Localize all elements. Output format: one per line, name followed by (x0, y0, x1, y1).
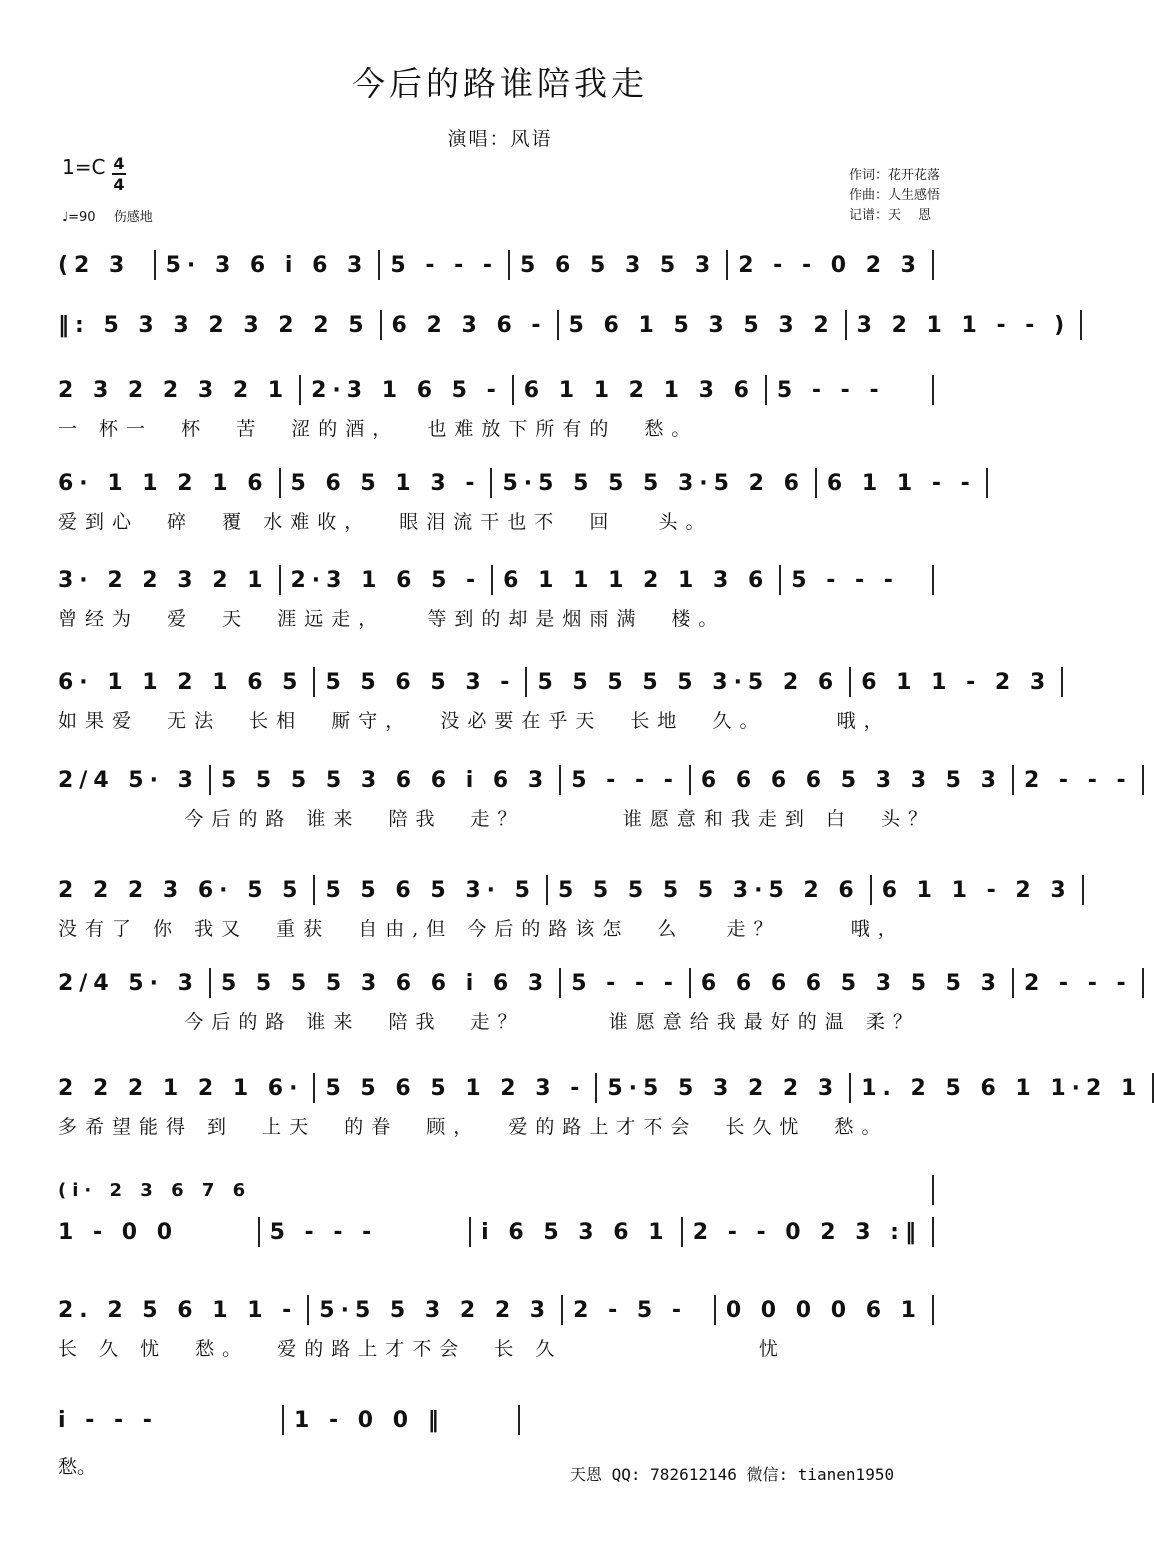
barline (546, 875, 548, 905)
measure: 5 - - - (571, 970, 679, 996)
barline (932, 1295, 934, 1325)
notation-line (58, 760, 1132, 800)
measure: 6 1 1 - 2 3 (881, 877, 1072, 903)
notation-line (58, 1212, 944, 1252)
measure: 1. 2 5 6 1 1·2 1 (861, 1075, 1143, 1101)
measure: 5 - - - (791, 567, 899, 593)
measure: 6 1 1 - - (826, 470, 976, 496)
barline (815, 468, 817, 498)
measure: 5 5 6 5 3· 5 (325, 877, 536, 903)
lyric-line: 曾经为 爱 天 涯远走， 等到的却是烟雨满 楼。 (58, 608, 726, 630)
measure: 5·5 5 3 2 2 3 (607, 1075, 840, 1101)
barline (765, 375, 767, 405)
barline (1082, 875, 1084, 905)
measure: 2 - 5 - (573, 1297, 687, 1323)
measure: 5· 3 6 i 6 3 (165, 252, 369, 278)
barline (681, 1217, 683, 1247)
lyric-line: 今后的路 谁来 陪我 走？ 谁愿意和我走到 白 头？ (58, 808, 935, 830)
barline (559, 968, 561, 998)
barline (491, 565, 493, 595)
measure: 2/4 5· 3 (58, 767, 199, 793)
barline (932, 1217, 934, 1247)
barline (518, 1405, 520, 1435)
measure: 6 6 6 6 5 3 3 5 3 (700, 767, 1002, 793)
time-bottom: 4 (113, 175, 125, 194)
barline (512, 375, 514, 405)
barline (469, 1217, 471, 1247)
barline (932, 250, 934, 280)
barline (209, 765, 211, 795)
credit-lyricist: 作词：花开花落 (848, 168, 940, 183)
measure: 0 0 0 0 6 1 (725, 1297, 922, 1323)
measure: 5 6 5 1 3 - (290, 470, 481, 496)
measure: 2 3 2 2 3 2 1 (58, 377, 290, 403)
measure: 3 2 1 1 - - ) (856, 312, 1071, 338)
measure: 5 - - - (269, 1219, 378, 1245)
barline (313, 1073, 315, 1103)
measure: (2 3 (58, 252, 131, 278)
measure: 2 2 2 3 6· 5 5 (58, 877, 304, 903)
barline (209, 968, 211, 998)
measure: 5 6 1 5 3 5 3 2 (568, 312, 835, 338)
measure: 5 - - - (390, 252, 499, 278)
barline (689, 968, 691, 998)
barline (282, 1405, 284, 1435)
measure: 2 - - - (1023, 970, 1132, 996)
measure: 5·5 5 3 2 2 3 (319, 1297, 552, 1323)
measure: 2. 2 5 6 1 1 - (58, 1297, 298, 1323)
measure: 5 6 5 3 5 3 (520, 252, 717, 278)
page-title: 今后的路谁陪我走 (352, 64, 648, 103)
notation-line (58, 305, 1071, 345)
barline (1061, 667, 1063, 697)
barline (299, 375, 301, 405)
lyric-line: 今后的路 谁来 陪我 走？ 谁愿意给我最好的温 柔？ (58, 1011, 920, 1033)
barline (380, 310, 382, 340)
barline (932, 375, 934, 405)
measure: 6· 1 1 2 1 6 5 (58, 669, 304, 695)
barline (932, 1175, 934, 1205)
barline (1080, 310, 1082, 340)
measure: 2 - - 0 2 3 :‖ (692, 1219, 922, 1245)
measure: 6 2 3 6 - (391, 312, 547, 338)
barline (154, 250, 156, 280)
key-label: 1=C (62, 155, 106, 179)
measure: 2 - - - (1023, 767, 1132, 793)
barline (559, 765, 561, 795)
measure: 5 - - - (776, 377, 885, 403)
lyric-line: 没有了 你 我又 重获 自由,但 今后的路该怎 么 走？ 哦， (58, 918, 905, 940)
performer-line: 演唱：风语 (447, 128, 553, 150)
measure: 2 - - 0 2 3 (738, 252, 922, 278)
barline (525, 667, 527, 697)
measure: 5 5 6 5 3 - (325, 669, 516, 695)
measure: 6 6 6 6 5 3 5 5 3 (700, 970, 1002, 996)
notation-line (58, 1290, 944, 1330)
barline (1142, 968, 1144, 998)
barline (557, 310, 559, 340)
barline (689, 765, 691, 795)
final-lyric: 愁。 (58, 1456, 97, 1478)
barline (313, 875, 315, 905)
barline (849, 667, 851, 697)
measure: 6 1 1 2 1 3 6 (523, 377, 755, 403)
measure: 2/4 5· 3 (58, 970, 199, 996)
notation-line (58, 370, 944, 410)
barline (490, 468, 492, 498)
measure: 2 2 2 1 2 1 6· (58, 1075, 304, 1101)
notation-line (58, 463, 976, 503)
tempo-mood: 伤感地 (113, 210, 153, 225)
credit-composer: 作曲：人生感悟 (848, 188, 940, 203)
measure: 5 5 5 5 5 3·5 2 6 (557, 877, 860, 903)
barline (845, 310, 847, 340)
measure: 6 1 1 1 2 1 3 6 (503, 567, 770, 593)
barline (932, 565, 934, 595)
measure: 1 - 0 0 ‖ (294, 1407, 445, 1433)
measure: 2·3 1 6 5 - (311, 377, 502, 403)
barline (1012, 968, 1014, 998)
measure: 5 5 5 5 5 3·5 2 6 (537, 669, 840, 695)
time-top: 4 (113, 154, 125, 173)
measure: i - - - (58, 1407, 158, 1433)
contact-footer: 天恩 QQ: 782612146 微信: tianen1950 (570, 1465, 895, 1484)
measure: 5 5 5 5 3 6 6 i 6 3 (220, 970, 550, 996)
barline (307, 1295, 309, 1325)
barline (870, 875, 872, 905)
notation-line (58, 1068, 1143, 1108)
measure: 5 5 5 5 3 6 6 i 6 3 (220, 767, 550, 793)
barline (378, 250, 380, 280)
measure: 5·5 5 5 5 3·5 2 6 (502, 470, 805, 496)
lyric-line: 爱到心 碎 覆 水难收， 眼泪流干也不 回 头。 (58, 511, 713, 533)
barline (714, 1295, 716, 1325)
lyric-line: 多希望能得 到 上天 的眷 顾， 爱的路上才不会 长久忧 愁。 (58, 1116, 889, 1138)
measure: 2·3 1 6 5 - (290, 567, 482, 593)
barline (313, 667, 315, 697)
measure: 6 1 1 - 2 3 (861, 669, 1052, 695)
notation-line (58, 870, 1072, 910)
barline (508, 250, 510, 280)
notation-line (58, 1400, 530, 1440)
barline (779, 565, 781, 595)
notation-line (58, 963, 1132, 1003)
measure: 5 5 6 5 1 2 3 - (325, 1075, 586, 1101)
notation-line (58, 560, 944, 600)
measure: ‖: 5 3 3 2 3 2 2 5 (58, 312, 370, 338)
barline (1012, 765, 1014, 795)
lyric-line: 长 久 忧 愁。 爱的路上才不会 长 久 忧 (58, 1338, 786, 1360)
credit-transcriber: 记谱：天 恩 (848, 208, 932, 223)
barline (1142, 765, 1144, 795)
measure: i 6 5 3 6 1 (481, 1219, 670, 1245)
barline (595, 1073, 597, 1103)
measure: 5 - - - (571, 767, 679, 793)
notation-line (58, 662, 1052, 702)
measure: 6· 1 1 2 1 6 (58, 470, 269, 496)
barline (986, 468, 988, 498)
notation-line (58, 1170, 944, 1210)
lyric-line: 一 杯一 杯 苦 涩的酒， 也难放下所有的 愁。 (58, 418, 699, 440)
barline (279, 468, 281, 498)
barline (258, 1217, 260, 1247)
lyric-line: 如果爱 无法 长相 厮守， 没必要在乎天 长地 久。 哦， (58, 710, 891, 732)
measure: 3· 2 2 3 2 1 (58, 567, 269, 593)
barline (561, 1295, 563, 1325)
tempo-bpm: ♩=90 (62, 210, 96, 225)
notation-line (58, 245, 944, 285)
measure: 1 - 0 0 (58, 1219, 179, 1245)
barline (279, 565, 281, 595)
measure: (i· 2 3 6 7 6 (58, 1179, 252, 1201)
barline (726, 250, 728, 280)
barline (849, 1073, 851, 1103)
